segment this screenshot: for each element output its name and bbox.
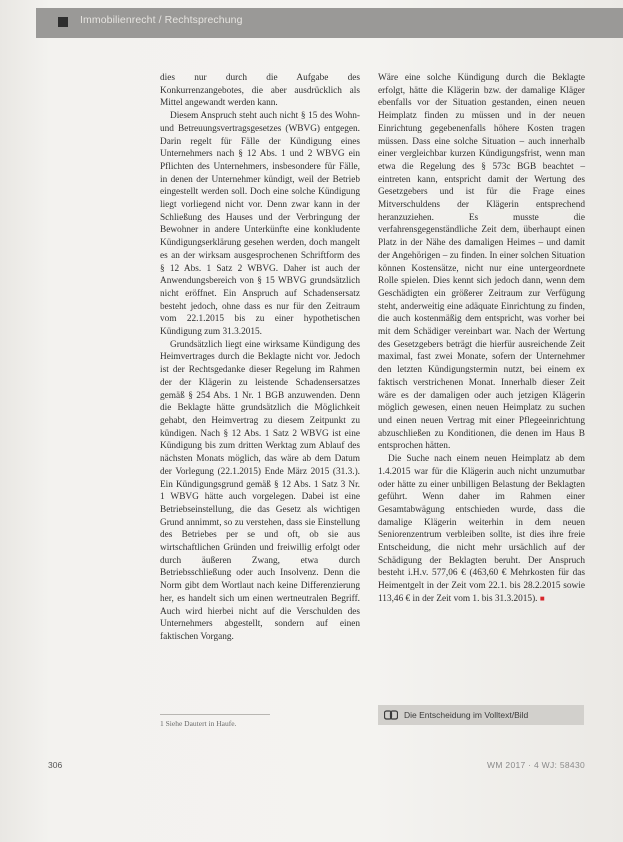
left-column	[160, 72, 360, 644]
left-paragraph-1: dies nur durch die Aufgabe des Konkurrenzangebotes, die aber ausdrücklich als Mittel angewandt werden kann.	[160, 73, 360, 109]
section-marker-icon	[58, 17, 68, 27]
left-paragraph-2: Diesem Anspruch steht auch nicht § 15 des Wohn- und Betreuungsvertragsgesetzes (WBVG) entgegen. Darin regelt für Fälle der Kündigung eines Unternehmers nach § 12 Abs. 1 und 2 WBVG ein Pflichten des Unternehmers, insbesondere für Fälle, in denen der Unternehmer kündigt, weil der Betrieb eingestellt werden soll. Doch eine solche Kündigung liegt vorliegend nicht vor. Denn zwar kann in der Schließung des Hauses und der Verbringung der Bewohner in andere Unterkünfte eine konkludente Kündigungserklärung gesehen werden, doch mangelt es an der wirksam ausgesprochenen Schriftform des § 12 Abs. 1 Satz 2 WBVG. Daher ist auch der Anwendungsbereich von § 15 WBVG grundsätzlich nicht eröffnet. Ein Anspruch auf Schadensersatz besteht jedoch, ohne dass es nur für den Zeitraum vom 22.1.2015 bis zu einer hypothetischen Kündigung zum 31.3.2015.	[160, 111, 360, 338]
article-end-mark: ■	[539, 593, 545, 603]
right-paragraph-1: Wäre eine solche Kündigung durch die Beklagte erfolgt, hätte die Klägerin bzw. der damalige Kläger ebenfalls vor der Situation gestanden, einen neuen Heimplatz finden zu müssen und in der neuen Einrichtung gegebenenfalls höhere Kosten tragen müssen. Dass eine solche Situation – auch innerhalb einer vergleichbar kurzen Kündigungsfrist, wenn man etwa die Regelung des § 573c BGB beachtet – eintreten kann, entspricht damit der Wertung des Gesetzgebers und ist für die Frage eines Mitverschuldens der Klägerin entsprechend heranzuziehen. Es musste die verfahrensgegenständliche Zeit dem, überhaupt einen Platz in der Nähe des damaligen Heimes – und damit der Angehörigen – zu finden. In einer solchen Situation können Kostensätze, nicht nur eine untergeordnete Rolle spielen. Dies kennt sich jedoch dann, wenn dem Geschädigten ein größerer Zeitraum zur Verfügung steht, anderweitig eine adäquate Einrichtung zu finden, die auch kostenmäßig dem entspricht, was vorher bei mit dem Schädiger vereinbart war. Nach der Wertung des Gesetzgebers beträgt die hierfür ausreichende Zeit maximal, fast zwei Monate, sofern der Unternehmer den letzten Kündigungstermin nutzt, bei einem ex faktisch verstrichenen Monat. Innerhalb dieser Zeit wäre es der damaligen oder auch jetzigen Klägerin möglich gewesen, einen neuen Heimplatz zu suchen und einen neuen Vertrag mit einer Pflegeeinrichtung abzuschließen zu Konditionen, die denen im Haus B entsprochen hätten.	[378, 73, 585, 452]
link-icon	[384, 708, 398, 722]
footnote-divider	[160, 714, 270, 715]
fulltext-link-box[interactable]	[378, 705, 584, 725]
page-number: 306	[48, 760, 63, 770]
section-title: Immobilienrecht / Rechtsprechung	[80, 14, 243, 26]
right-paragraph-2-text: Die Suche nach einem neuen Heimplatz ab dem 1.4.2015 war für die Klägerin auch nicht unzumutbar oder hätte zu einer unbilligen Belastung der Beklagten geführt. Wenn daher im Rahmen einer Gesamtabwägung entschieden wurde, dass die damalige Klägerin weiterhin in dem neuen Seniorenzentrum verbleiben sollte, ist dies ihre freie Entscheidung, die nicht mehr ursächlich auf der Schädigung der Beklagten beruht. Der Anspruch besteht i.H.v. 577,06 € (463,60 € Mehrkosten für das Heimentgelt in der Zeit vom 22.1. bis 28.2.2015 sowie 113,46 € in der Zeit vom 1. bis 31.3.2015).	[378, 454, 585, 604]
right-column	[378, 72, 585, 606]
right-paragraph-2	[378, 453, 585, 605]
left-paragraph-3: Grundsätzlich liegt eine wirksame Kündigung des Heimvertrages durch die Beklagte nicht vor. Jedoch ist der Rechtsgedanke dieser Regelung im Rahmen der der Klägerin zu leistende Schadensersatzes gemäß § 254 Abs. 1 Nr. 1 BGB anzuwenden. Denn die Beklagte hätte grundsätzlich die Möglichkeit gehabt, den Heimvertrag zu diesem Zeitpunkt zu kündigen. Nach § 12 Abs. 1 Satz 2 WBVG ist eine Kündigung bis zum dritten Werktag zum Ablauf des nächsten Monats möglich, das wäre ab dem Datum der Vorlegung (22.1.2015) Ende März 2015 (31.3.). Ein Kündigungsgrund gemäß § 12 Abs. 1 Satz 3 Nr. 1 WBVG hätte auch vorgelegen. Dabei ist eine Betriebseinstellung, die das Gesetz als wichtigen Grund annimmt, so zu verstehen, dass sie Einstellung des Betriebes per se und oft, ob sie aus wirtschaftlichen Gründen und freiwillig erfolgt oder durch äußeren Zwang, etwa durch Betriebsschließung oder auch Insolvenz. Denn die Norm gibt dem Wortlaut nach keine Differenzierung her, es handelt sich um einen wertneutralen Begriff. Auch wird hierbei nicht auf die Verschulden des Unternehmers abgestellt, sondern auf einen faktischen Vorgang.	[160, 339, 360, 642]
fulltext-link-text[interactable]: Die Entscheidung im Volltext/Bild	[404, 710, 529, 720]
footnote: 1 Siehe Dautert in Haufe.	[160, 719, 237, 728]
journal-reference: WM 2017 · 4 WJ: 58430	[487, 760, 585, 770]
